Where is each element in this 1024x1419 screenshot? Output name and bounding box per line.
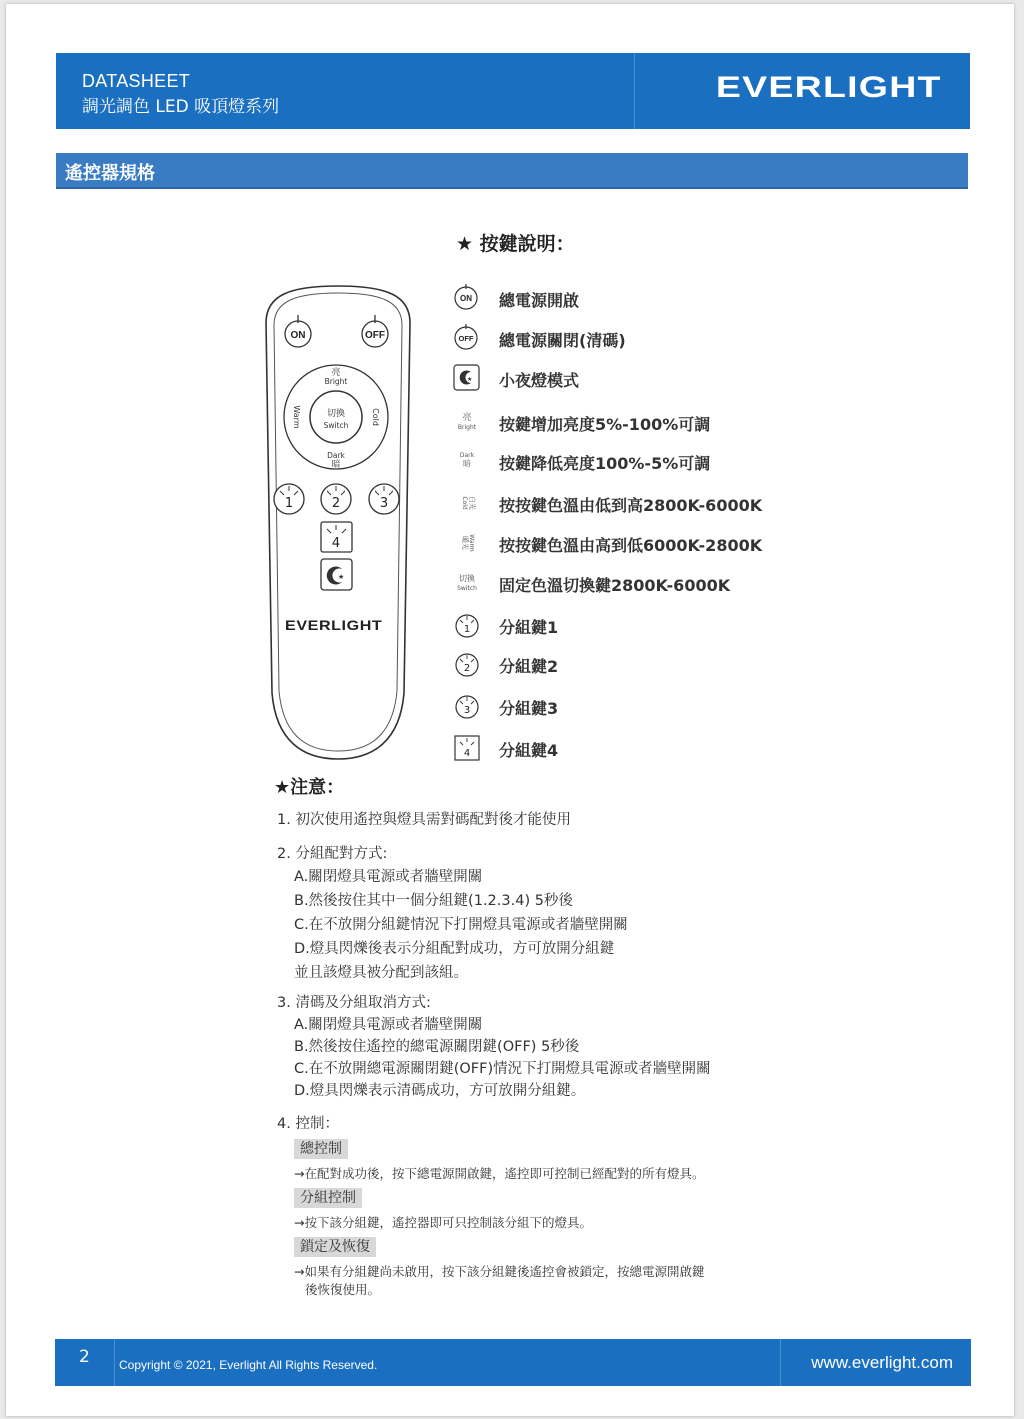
group-3-icon — [453, 692, 481, 720]
remote-cold-label: Cold — [371, 408, 380, 426]
key-row — [453, 408, 813, 438]
footer-divider — [114, 1339, 115, 1386]
remote-off-label: OFF — [365, 330, 385, 341]
note-2-step-d: D.燈具閃爍後表示分組配對成功，方可放開分組鍵 — [294, 941, 615, 957]
key-row — [453, 650, 813, 680]
remote-group-4-button — [321, 522, 352, 552]
section-title: 遙控器規格 — [65, 163, 155, 184]
copyright-text: Copyright © 2021, Everlight All Rights Reserved. — [119, 1358, 378, 1372]
dark-icon — [453, 447, 481, 475]
svg-text:★: ★ — [467, 376, 473, 383]
note-3-step-d: D.燈具閃爍表示清碼成功，方可放開分組鍵。 — [294, 1083, 586, 1099]
svg-text:Warm: Warm — [468, 534, 475, 552]
moon-icon — [453, 364, 481, 392]
key-row — [453, 447, 813, 477]
note-2-heading: 2. 分組配對方式: — [277, 846, 388, 862]
remote-dark-cn: 暗 — [331, 460, 341, 470]
footer-divider — [780, 1339, 781, 1386]
remote-bright-en: Bright — [324, 377, 348, 386]
note-3-step-b: B.然後按住遙控的總電源關閉鍵(OFF) 5秒後 — [294, 1039, 580, 1055]
lock-restore-tag: 鎖定及恢復 — [294, 1237, 376, 1257]
cold-icon — [453, 489, 481, 517]
remote-control-illustration — [258, 283, 418, 763]
remote-group-4-label: 4 — [331, 536, 341, 551]
group-control-tag: 分組控制 — [294, 1188, 362, 1208]
svg-text:2: 2 — [463, 663, 471, 674]
remote-dark-en: Dark — [327, 451, 345, 460]
remote-night-light-button — [321, 559, 352, 590]
group-2-icon — [453, 650, 481, 678]
master-control-text: →在配對成功後，按下總電源開啟鍵，遙控即可控制已經配對的所有燈具。 — [294, 1166, 705, 1181]
remote-group-3-label: 3 — [379, 496, 389, 511]
warm-icon — [453, 529, 481, 557]
on-icon — [453, 284, 481, 312]
remote-logo: EVERLIGHT — [285, 617, 383, 633]
note-1: 1. 初次使用遙控與燈具需對碼配對後才能使用 — [277, 812, 571, 828]
note-3-heading: 3. 清碼及分組取消方式: — [277, 995, 431, 1011]
remote-bright-cn: 亮 — [331, 368, 341, 378]
svg-text:★: ★ — [338, 573, 345, 581]
svg-text:切換: 切換 — [459, 574, 475, 583]
key-row — [453, 489, 813, 519]
off-icon — [453, 324, 481, 352]
remote-on-label: ON — [290, 330, 306, 341]
note-2-step-c: C.在不放開分組鍵情況下打開燈具電源或者牆壁開關 — [294, 917, 628, 933]
svg-text:暗: 暗 — [463, 459, 471, 468]
key-row — [453, 734, 813, 764]
remote-group-1-label: 1 — [284, 496, 294, 511]
page-header — [56, 53, 970, 129]
key-label: 總電源開啟 — [499, 291, 580, 310]
remote-switch-en: Switch — [323, 421, 349, 430]
page-footer — [55, 1339, 971, 1386]
remote-warm-label: Warm — [292, 405, 301, 429]
svg-text:Switch: Switch — [457, 585, 477, 592]
key-row — [453, 692, 813, 722]
note-2-step-a: A.關閉燈具電源或者牆壁開關 — [294, 869, 483, 885]
page-number: 2 — [79, 1347, 90, 1367]
key-row — [453, 324, 813, 354]
note-3-step-a: A.關閉燈具電源或者牆壁開關 — [294, 1017, 483, 1033]
group-control-text: →按下該分組鍵，遙控器即可只控制該分組下的燈具。 — [294, 1215, 592, 1230]
section-bar — [56, 153, 968, 189]
header-datasheet-label: DATASHEET — [82, 71, 191, 91]
website-link[interactable]: www.everlight.com — [811, 1353, 953, 1372]
svg-text:Dark: Dark — [459, 452, 475, 459]
key-row — [453, 611, 813, 641]
svg-text:暖光: 暖光 — [461, 536, 469, 550]
note-2-step-d-cont: 並且該燈具被分配到該組。 — [294, 965, 468, 981]
lock-restore-text-cont: 後恢復使用。 — [305, 1282, 381, 1297]
svg-text:白光: 白光 — [468, 496, 476, 510]
lock-restore-text: →如果有分組鍵尚未啟用，按下該分組鍵後遙控會被鎖定，按總電源開啟鍵 — [294, 1264, 705, 1279]
notes-title: ★注意： — [274, 777, 345, 798]
key-label: 按按鍵色溫由高到低6000K-2800K — [499, 536, 763, 555]
key-row — [453, 569, 813, 599]
remote-group-2-label: 2 — [331, 496, 341, 511]
note-2-step-b: B.然後按住其中一個分組鍵(1.2.3.4) 5秒後 — [294, 893, 573, 909]
remote-group-3-button — [369, 484, 399, 514]
switch-icon — [453, 569, 481, 597]
keys-title: ★ 按鍵說明： — [456, 233, 575, 255]
key-label: 小夜燈模式 — [499, 371, 580, 390]
key-label: 按按鍵色溫由低到高2800K-6000K — [499, 496, 763, 515]
remote-group-2-button — [321, 484, 351, 514]
note-3-step-c: C.在不放開總電源關閉鍵(OFF)情況下打開燈具電源或者牆壁開關 — [294, 1061, 711, 1077]
svg-text:1: 1 — [463, 624, 471, 635]
key-label: 分組鍵2 — [499, 657, 559, 676]
key-row — [453, 529, 813, 559]
remote-group-1-button — [274, 484, 304, 514]
svg-text:Cold: Cold — [461, 496, 468, 510]
key-label: 分組鍵1 — [499, 618, 559, 637]
svg-text:3: 3 — [463, 705, 471, 716]
key-label: 按鍵增加亮度5%-100%可調 — [499, 415, 711, 434]
svg-text:ON: ON — [460, 294, 472, 303]
key-label: 分組鍵3 — [499, 699, 559, 718]
svg-text:4: 4 — [463, 748, 471, 759]
svg-text:Bright: Bright — [457, 424, 477, 431]
header-product-series: 調光調色 LED 吸頂燈系列 — [82, 97, 280, 117]
bright-icon — [453, 408, 481, 436]
key-row — [453, 364, 813, 394]
svg-text:亮: 亮 — [462, 413, 472, 423]
everlight-logo: EVERLIGHT — [716, 71, 942, 104]
remote-switch-cn: 切換 — [326, 409, 346, 419]
key-label: 分組鍵4 — [499, 741, 559, 760]
svg-text:OFF: OFF — [458, 334, 474, 343]
key-label: 總電源關閉(清碼) — [499, 331, 626, 350]
note-4-heading: 4. 控制： — [277, 1116, 339, 1132]
master-control-tag: 總控制 — [294, 1139, 348, 1159]
header-divider — [634, 53, 635, 129]
key-label: 固定色溫切換鍵2800K-6000K — [499, 576, 731, 595]
group-1-icon — [453, 611, 481, 639]
key-row — [453, 284, 813, 314]
key-label: 按鍵降低亮度100%-5%可調 — [499, 454, 711, 473]
group-4-icon — [453, 734, 481, 762]
